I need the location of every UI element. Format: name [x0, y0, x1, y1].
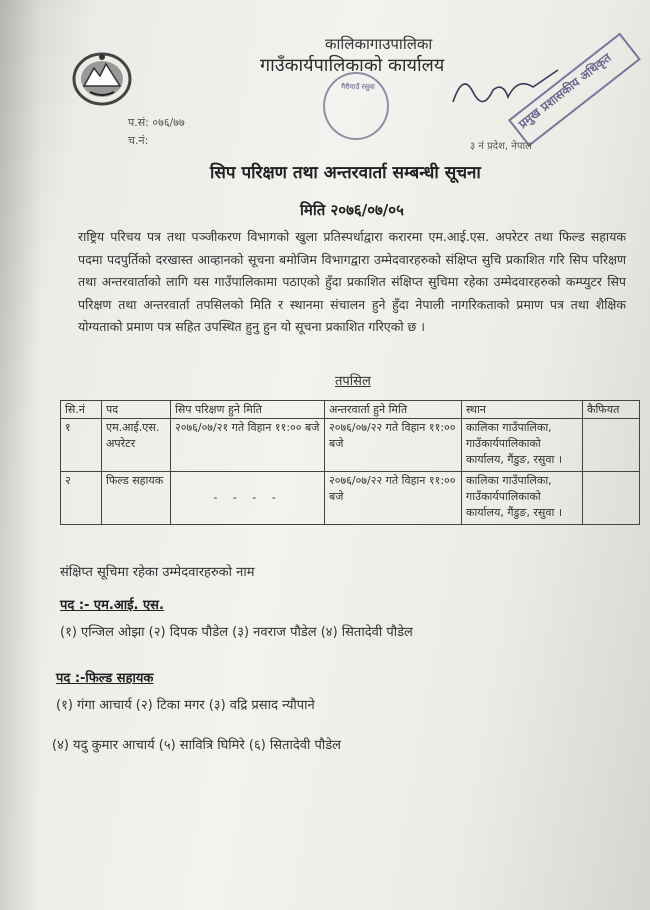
col-remarks: कैफियत — [583, 401, 640, 419]
col-post: पद — [102, 401, 171, 419]
reference-number: प.सं: ०७६/७७ — [128, 116, 185, 129]
names-field-assistant-line2: (४) यदु कुमार आचार्य (५) सावित्रि घिमिरे (६) सितादेवी पौडेल — [52, 738, 341, 753]
office-name: गाउँकार्यपालिकाको कार्यालय — [260, 55, 445, 76]
col-skill-test: सिप परिक्षण हुने मिति — [171, 401, 325, 419]
shortlist-title: संक्षिप्त सूचिमा रहेका उम्मेदवारहरुको नाम — [60, 565, 255, 580]
page-shadow — [0, 0, 40, 910]
cell-interview: २०७६/०७/२२ गते विहान ११:०० बजे — [325, 472, 462, 525]
cell-sn: १ — [61, 419, 102, 472]
table-row — [61, 472, 640, 525]
table-header-row — [61, 401, 640, 419]
cell-skill-test: - - - - — [171, 472, 325, 525]
col-interview: अन्तरवार्ता हुने मिति — [325, 401, 462, 419]
cell-remarks — [583, 472, 640, 525]
signature-note: ३ नं प्रदेश, नेपाल — [470, 141, 532, 152]
post-label-mis: पद :- एम.आई. एस. — [60, 598, 164, 613]
names-field-assistant-line1: (१) गंगा आचार्य (२) टिका मगर (३) वद्रि प्रसाद न्यौपाने — [56, 698, 315, 713]
nepal-emblem-icon — [70, 48, 134, 106]
table-row — [61, 419, 640, 472]
dispatch-number: च.नं: — [128, 134, 149, 147]
cell-venue: कालिका गाउँपालिका, गाउँकार्यपालिकाको कार्यालय, गैंडुङ, रसुवा । — [462, 472, 583, 525]
names-mis: (१) एन्जिल ओझा (२) दिपक पौडेल (३) नवराज पौडेल (४) सितादेवी पौडेल — [60, 625, 413, 640]
signature-stamp: प्रमुख प्रशासकीय अधिकृत — [508, 33, 641, 147]
cell-post: एम.आई.एस. अपरेटर — [102, 419, 171, 472]
notice-title: सिप परिक्षण तथा अन्तरवार्ता सम्बन्धी सूचना — [210, 163, 481, 183]
cell-venue: कालिका गाउँपालिका, गाउँकार्यपालिकाको कार्यालय, गैंडुङ, रसुवा । — [462, 419, 583, 472]
col-sn: सि.नं — [61, 401, 102, 419]
schedule-title: तपसिल — [335, 374, 371, 389]
cell-remarks — [583, 419, 640, 472]
post-label-field-assistant: पद :-फिल्ड सहायक — [56, 671, 154, 686]
notice-body: राष्ट्रिय परिचय पत्र तथा पञ्जीकरण विभागको खुला प्रतिस्पर्धाद्वारा करारमा एम.आई.एस. अपरेटर तथा फिल्ड सहायक पदमा पदपुर्तिको दरखास्त आव्हानको सूचना बमोजिम विभागद्वारा उम्मेदवारहरुको संक्षिप्त सुचि प्रकाशित गरि सिप परिक्षण तथा अन्तरवार्ताको लागि यस गाउँपालिकामा पठाएको हुँदा प्रकाशित संक्षिप्त सुचिमा रहेका उम्मेदवारहरुको कम्प्युटर सिप परिक्षण तथा अन्तरवार्ता तपसिलको मिति र स्थानमा संचालन हुने हुँदा नेपाली नागरिकताको प्रमाण पत्र तथा शैक्षिक योग्यताको प्रमाण पत्र सहित उपस्थित हुनु हुन यो सूचना प्रकाशित गरिएको छ । — [78, 229, 626, 335]
cell-interview: २०७६/०७/२२ गते विहान ११:०० बजे — [325, 419, 462, 472]
office-stamp-text: गैरीगाउँ रसुवा — [341, 83, 375, 91]
cell-skill-test: २०७६/०७/२१ गते विहान ११:०० बजे — [171, 419, 325, 472]
cell-post: फिल्ड सहायक — [102, 472, 171, 525]
col-venue: स्थान — [462, 401, 583, 419]
cell-sn: २ — [61, 472, 102, 525]
municipality-name: कालिकागाउपालिका — [325, 35, 433, 53]
notice-date: मिति २०७६/०७/०५ — [300, 201, 404, 219]
schedule-table — [60, 400, 640, 525]
